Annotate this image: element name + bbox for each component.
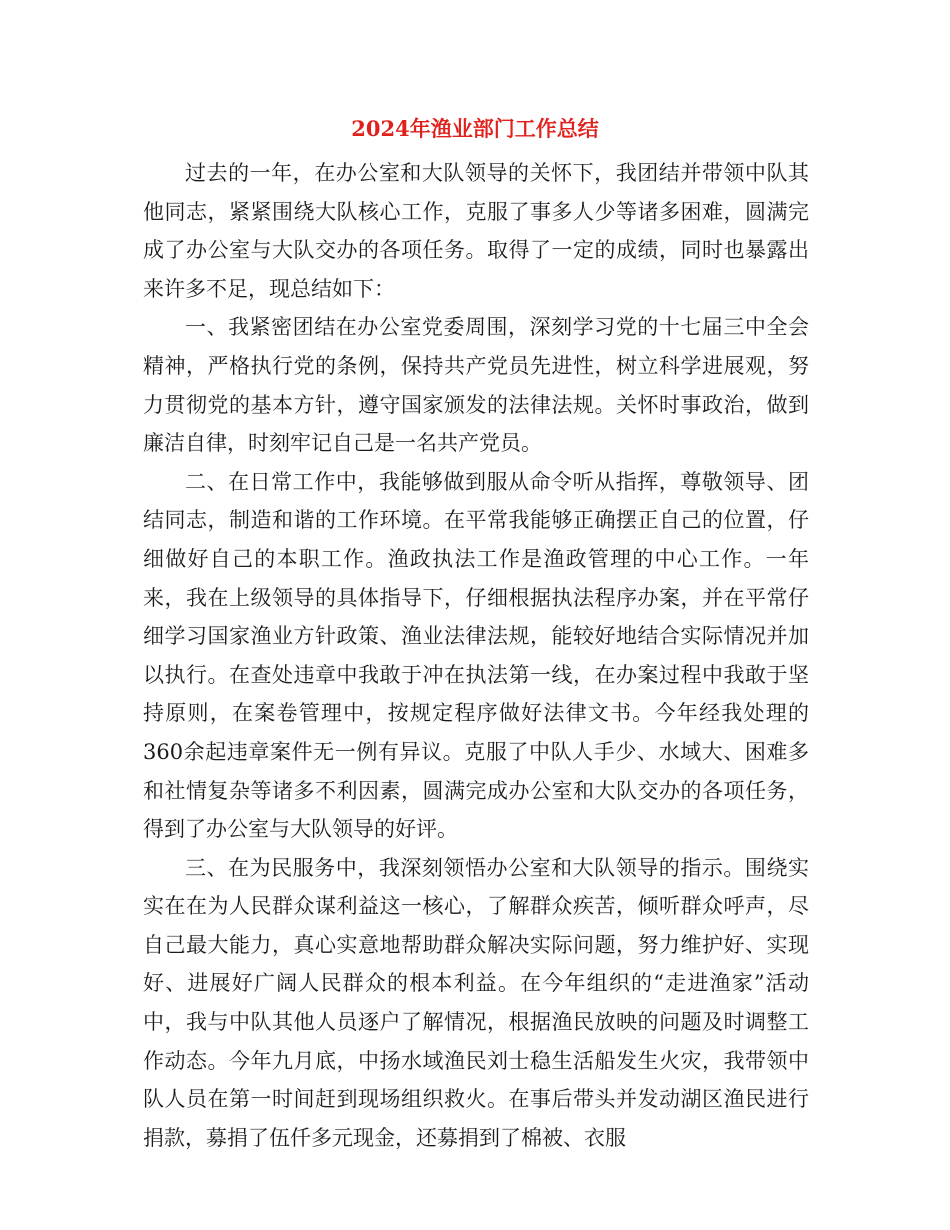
paragraph-intro: 过去的一年，在办公室和大队领导的关怀下，我团结并带领中队其他同志，紧紧围绕大队核心工作，克服了事多人少等诸多困难，圆满完成了办公室与大队交办的各项任务。取得了一定的成绩，同时也暴露出来许多不足，现总结如下：: [143, 161, 809, 301]
paragraph-section-2: 二、在日常工作中，我能够做到服从命令听从指挥，尊敬领导、团结同志，制造和谐的工作环境。在平常我能够正确摆正自己的位置，仔细做好自己的本职工作。渔政执法工作是渔政管理的中心工作。一年来，我在上级领导的具体指导下，仔细根据执法程序办案，并在平常仔细学习国家渔业方针政策、渔业法律法规，能较好地结合实际情况并加以执行。在查处违章中我敢于冲在执法第一线，在办案过程中我敢于坚持原则，在案卷管理中，按规定程序做好法律文书。今年经我处理的360余起违章案件无一例有异议。克服了中队人手少、水域大、困难多和社情复杂等诸多不利因素，圆满完成办公室和大队交办的各项任务，得到了办公室与大队领导的好评。: [143, 469, 809, 842]
document-body: [143, 154, 809, 1157]
document-title: 2024年渔业部门工作总结: [351, 116, 599, 141]
paragraph-section-1: 一、我紧密团结在办公室党委周围，深刻学习党的十七届三中全会精神，严格执行党的条例，保持共产党员先进性，树立科学进展观，努力贯彻党的基本方针，遵守国家颁发的法律法规。关怀时事政治，做到廉洁自律，时刻牢记自己是一名共产党员。: [143, 315, 809, 456]
paragraph-section-3: 三、在为民服务中，我深刻领悟办公室和大队领导的指示。围绕实实在在为人民群众谋利益这一核心，了解群众疾苦，倾听群众呼声，尽自己最大能力，真心实意地帮助群众解决实际问题，努力维护好、实现好、进展好广阔人民群众的根本利益。在今年组织的“走进渔家”活动中，我与中队其他人员逐户了解情况，根据渔民放映的问题及时调整工作动态。今年九月底，中扬水域渔民刘士稳生活船发生火灾，我带领中队人员在第一时间赶到现场组织救火。在事后带头并发动湖区渔民进行捐款，募捐了伍仟多元现金，还募捐到了棉被、衣服: [143, 855, 809, 1150]
